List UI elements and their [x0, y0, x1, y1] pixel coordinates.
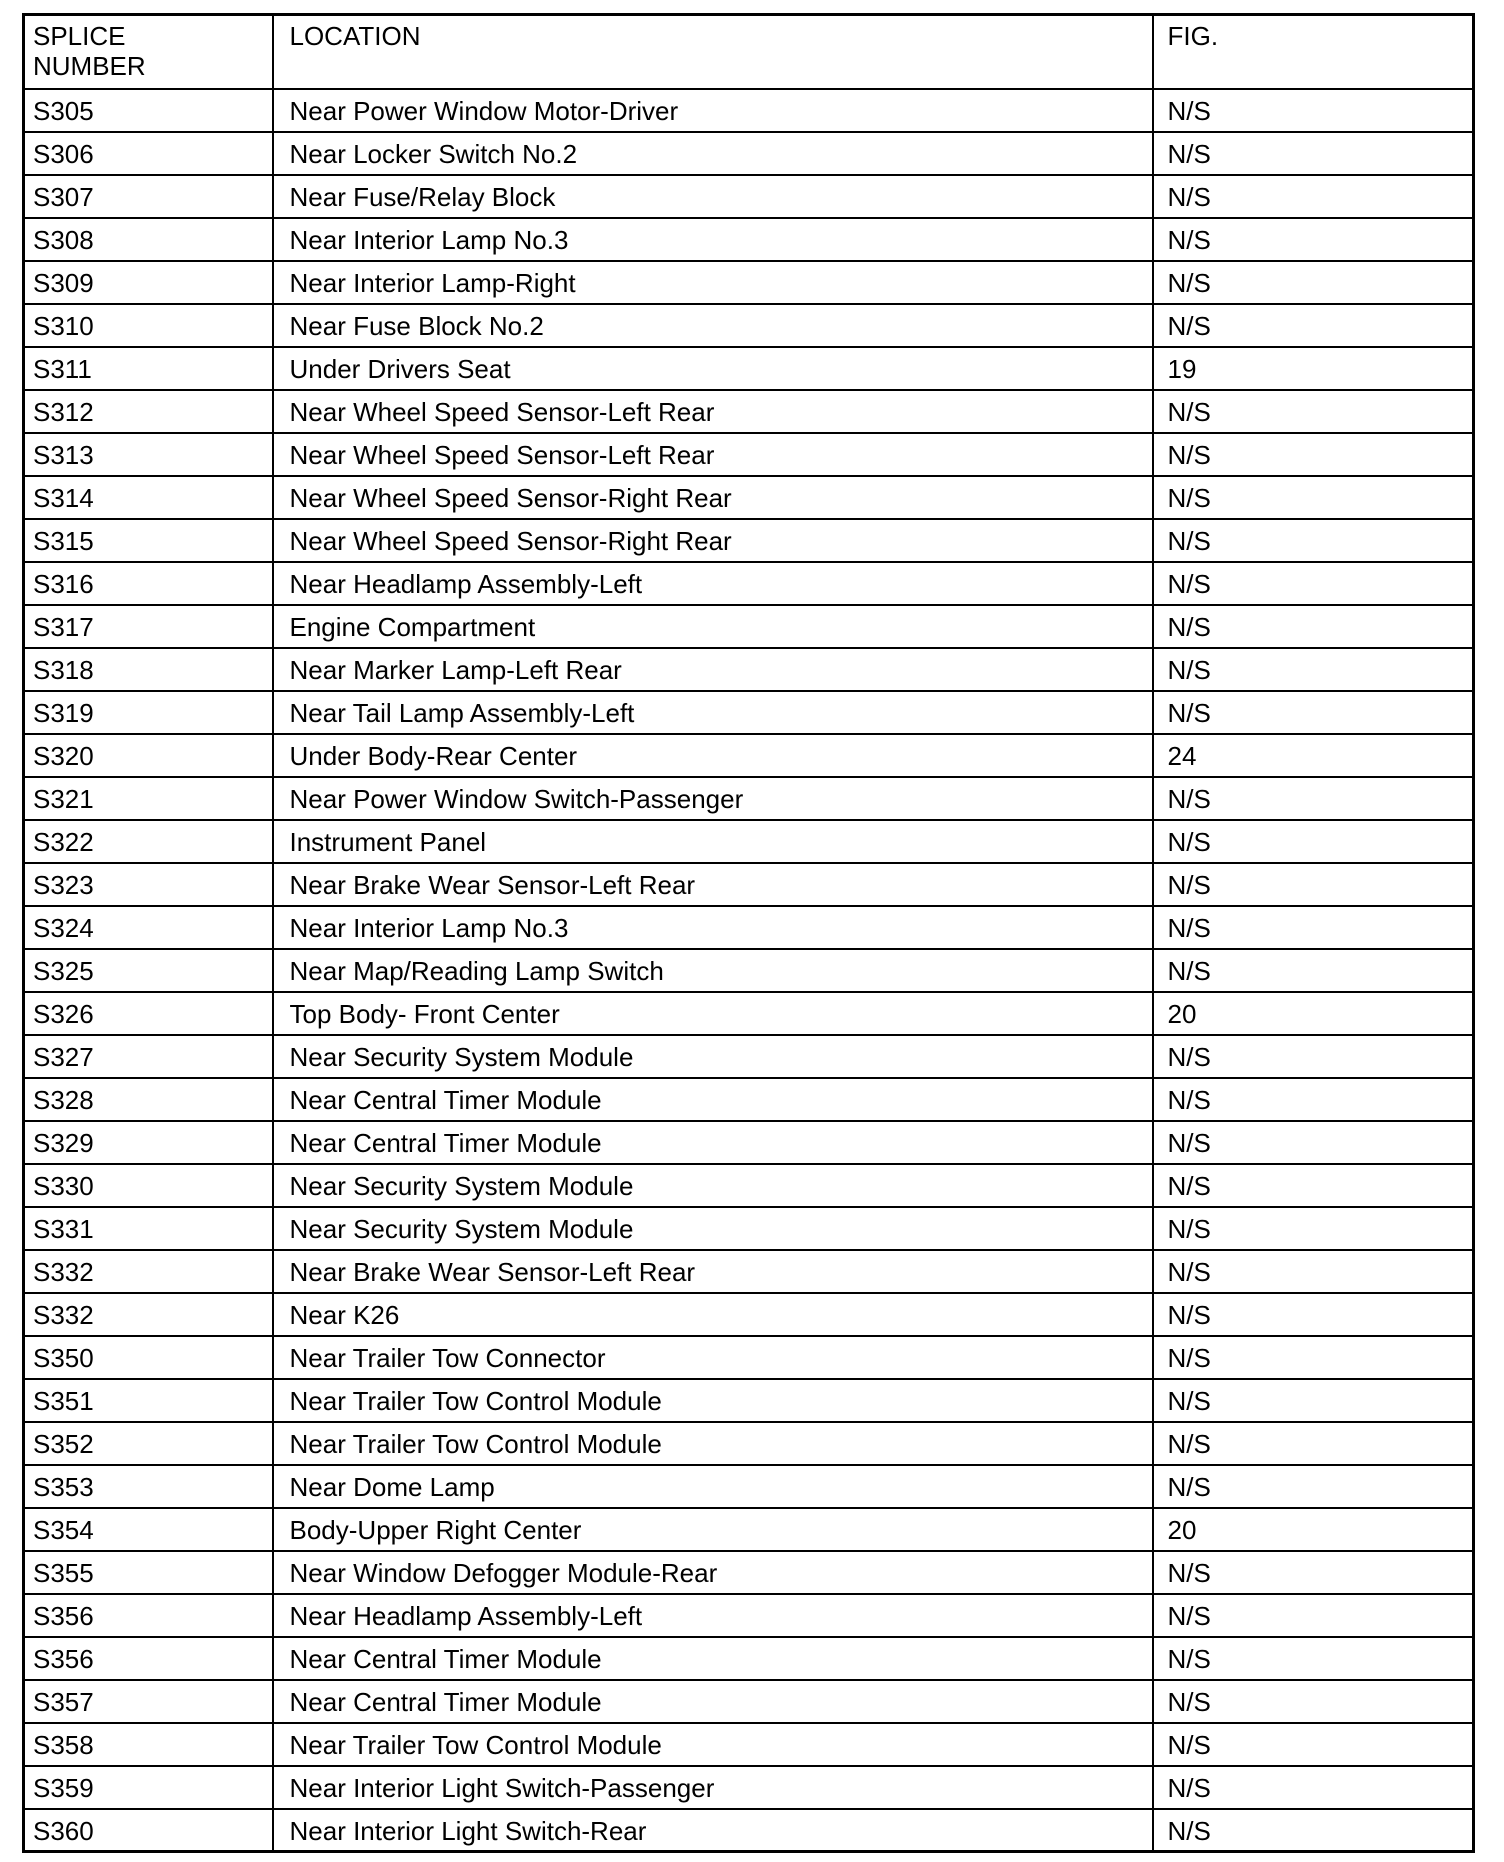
location-cell: Near Map/Reading Lamp Switch	[273, 949, 1153, 992]
location-cell: Engine Compartment	[273, 605, 1153, 648]
fig-cell: N/S	[1153, 562, 1474, 605]
fig-cell: 20	[1153, 992, 1474, 1035]
splice-number-cell: S313	[24, 433, 273, 476]
location-cell: Body-Upper Right Center	[273, 1508, 1153, 1551]
table-row	[24, 1250, 1474, 1293]
fig-cell: N/S	[1153, 1422, 1474, 1465]
location-cell: Near Central Timer Module	[273, 1637, 1153, 1680]
fig-cell: N/S	[1153, 605, 1474, 648]
splice-number-cell: S329	[24, 1121, 273, 1164]
fig-cell: N/S	[1153, 1723, 1474, 1766]
table-row	[24, 605, 1474, 648]
splice-number-cell: S350	[24, 1336, 273, 1379]
location-cell: Near Tail Lamp Assembly-Left	[273, 691, 1153, 734]
table-row	[24, 519, 1474, 562]
splice-number-cell: S305	[24, 89, 273, 132]
table-row	[24, 1035, 1474, 1078]
location-cell: Under Drivers Seat	[273, 347, 1153, 390]
table-row	[24, 175, 1474, 218]
fig-cell: N/S	[1153, 1336, 1474, 1379]
header-splice-line1: SPLICE	[33, 21, 126, 51]
table-row	[24, 390, 1474, 433]
header-fig: FIG.	[1153, 15, 1474, 89]
fig-cell: N/S	[1153, 1121, 1474, 1164]
fig-cell: N/S	[1153, 1379, 1474, 1422]
splice-number-cell: S316	[24, 562, 273, 605]
splice-number-cell: S310	[24, 304, 273, 347]
location-cell: Under Body-Rear Center	[273, 734, 1153, 777]
header-location: LOCATION	[273, 15, 1153, 89]
location-cell: Near Trailer Tow Control Module	[273, 1379, 1153, 1422]
splice-number-cell: S306	[24, 132, 273, 175]
splice-number-cell: S312	[24, 390, 273, 433]
location-cell: Near Interior Lamp No.3	[273, 906, 1153, 949]
fig-cell: N/S	[1153, 777, 1474, 820]
fig-cell: N/S	[1153, 132, 1474, 175]
fig-cell: N/S	[1153, 433, 1474, 476]
table-row	[24, 1637, 1474, 1680]
fig-cell: N/S	[1153, 261, 1474, 304]
location-cell: Near Brake Wear Sensor-Left Rear	[273, 1250, 1153, 1293]
location-cell: Near Central Timer Module	[273, 1121, 1153, 1164]
location-cell: Near Central Timer Module	[273, 1680, 1153, 1723]
fig-cell: N/S	[1153, 906, 1474, 949]
splice-number-cell: S325	[24, 949, 273, 992]
splice-number-cell: S330	[24, 1164, 273, 1207]
splice-number-cell: S351	[24, 1379, 273, 1422]
location-cell: Near Wheel Speed Sensor-Left Rear	[273, 390, 1153, 433]
table-row	[24, 562, 1474, 605]
location-cell: Near Locker Switch No.2	[273, 132, 1153, 175]
table-header	[24, 15, 1474, 89]
splice-number-cell: S355	[24, 1551, 273, 1594]
table-row	[24, 433, 1474, 476]
table-row	[24, 476, 1474, 519]
header-row	[24, 15, 1474, 89]
splice-number-cell: S332	[24, 1293, 273, 1336]
fig-cell: N/S	[1153, 175, 1474, 218]
table-row	[24, 218, 1474, 261]
splice-number-cell: S311	[24, 347, 273, 390]
fig-cell: N/S	[1153, 1293, 1474, 1336]
location-cell: Top Body- Front Center	[273, 992, 1153, 1035]
table-row	[24, 906, 1474, 949]
table-row	[24, 1207, 1474, 1250]
fig-cell: N/S	[1153, 476, 1474, 519]
location-cell: Near Headlamp Assembly-Left	[273, 562, 1153, 605]
location-cell: Near Fuse Block No.2	[273, 304, 1153, 347]
table-row	[24, 261, 1474, 304]
fig-cell: N/S	[1153, 304, 1474, 347]
splice-number-cell: S354	[24, 1508, 273, 1551]
location-cell: Near Interior Light Switch-Passenger	[273, 1766, 1153, 1809]
fig-cell: N/S	[1153, 519, 1474, 562]
splice-number-cell: S308	[24, 218, 273, 261]
table-row	[24, 1379, 1474, 1422]
splice-number-cell: S318	[24, 648, 273, 691]
location-cell: Near Wheel Speed Sensor-Right Rear	[273, 519, 1153, 562]
table-row	[24, 1293, 1474, 1336]
table-row	[24, 691, 1474, 734]
location-cell: Near Power Window Motor-Driver	[273, 89, 1153, 132]
table-row	[24, 1078, 1474, 1121]
table-row	[24, 304, 1474, 347]
table-row	[24, 992, 1474, 1035]
splice-number-cell: S319	[24, 691, 273, 734]
table-row	[24, 820, 1474, 863]
location-cell: Near Trailer Tow Control Module	[273, 1422, 1153, 1465]
splice-number-cell: S359	[24, 1766, 273, 1809]
location-cell: Near Marker Lamp-Left Rear	[273, 648, 1153, 691]
splice-number-cell: S314	[24, 476, 273, 519]
fig-cell: N/S	[1153, 89, 1474, 132]
table-row	[24, 1766, 1474, 1809]
location-cell: Near Headlamp Assembly-Left	[273, 1594, 1153, 1637]
location-cell: Near Power Window Switch-Passenger	[273, 777, 1153, 820]
fig-cell: 19	[1153, 347, 1474, 390]
table-row	[24, 89, 1474, 132]
location-cell: Near Interior Lamp-Right	[273, 261, 1153, 304]
splice-number-cell: S332	[24, 1250, 273, 1293]
splice-number-cell: S356	[24, 1594, 273, 1637]
table-row	[24, 1809, 1474, 1852]
table-row	[24, 734, 1474, 777]
splice-number-cell: S360	[24, 1809, 273, 1852]
location-cell: Near Security System Module	[273, 1164, 1153, 1207]
location-cell: Near Interior Lamp No.3	[273, 218, 1153, 261]
splice-number-cell: S358	[24, 1723, 273, 1766]
fig-cell: N/S	[1153, 1809, 1474, 1852]
splice-number-cell: S353	[24, 1465, 273, 1508]
splice-number-cell: S307	[24, 175, 273, 218]
splice-number-cell: S317	[24, 605, 273, 648]
splice-number-cell: S324	[24, 906, 273, 949]
location-cell: Near Trailer Tow Connector	[273, 1336, 1153, 1379]
fig-cell: N/S	[1153, 949, 1474, 992]
table-row	[24, 1551, 1474, 1594]
splice-number-cell: S322	[24, 820, 273, 863]
splice-number-cell: S315	[24, 519, 273, 562]
location-cell: Near Window Defogger Module-Rear	[273, 1551, 1153, 1594]
fig-cell: N/S	[1153, 1207, 1474, 1250]
fig-cell: N/S	[1153, 390, 1474, 433]
location-cell: Near Trailer Tow Control Module	[273, 1723, 1153, 1766]
header-splice-line2: NUMBER	[33, 51, 146, 81]
fig-cell: N/S	[1153, 1594, 1474, 1637]
table-row	[24, 1336, 1474, 1379]
fig-cell: N/S	[1153, 1164, 1474, 1207]
table-row	[24, 863, 1474, 906]
fig-cell: N/S	[1153, 1465, 1474, 1508]
fig-cell: 24	[1153, 734, 1474, 777]
table-row	[24, 1723, 1474, 1766]
fig-cell: N/S	[1153, 1766, 1474, 1809]
location-cell: Near Fuse/Relay Block	[273, 175, 1153, 218]
splice-number-cell: S320	[24, 734, 273, 777]
table-row	[24, 1465, 1474, 1508]
location-cell: Near Central Timer Module	[273, 1078, 1153, 1121]
table-row	[24, 347, 1474, 390]
table-row	[24, 777, 1474, 820]
table-row	[24, 1508, 1474, 1551]
fig-cell: N/S	[1153, 820, 1474, 863]
splice-number-cell: S326	[24, 992, 273, 1035]
splice-number-cell: S309	[24, 261, 273, 304]
fig-cell: N/S	[1153, 218, 1474, 261]
fig-cell: 20	[1153, 1508, 1474, 1551]
splice-number-cell: S323	[24, 863, 273, 906]
location-cell: Instrument Panel	[273, 820, 1153, 863]
fig-cell: N/S	[1153, 1035, 1474, 1078]
fig-cell: N/S	[1153, 1680, 1474, 1723]
table-row	[24, 1164, 1474, 1207]
table-row	[24, 648, 1474, 691]
table-row	[24, 132, 1474, 175]
fig-cell: N/S	[1153, 1551, 1474, 1594]
splice-number-cell: S357	[24, 1680, 273, 1723]
location-cell: Near Wheel Speed Sensor-Right Rear	[273, 476, 1153, 519]
table-row	[24, 949, 1474, 992]
fig-cell: N/S	[1153, 648, 1474, 691]
splice-number-cell: S331	[24, 1207, 273, 1250]
splice-location-table	[22, 13, 1475, 1853]
splice-number-cell: S327	[24, 1035, 273, 1078]
header-splice-number	[24, 15, 273, 89]
fig-cell: N/S	[1153, 1250, 1474, 1293]
table-row	[24, 1422, 1474, 1465]
table-row	[24, 1594, 1474, 1637]
location-cell: Near Wheel Speed Sensor-Left Rear	[273, 433, 1153, 476]
fig-cell: N/S	[1153, 691, 1474, 734]
fig-cell: N/S	[1153, 1637, 1474, 1680]
splice-number-cell: S356	[24, 1637, 273, 1680]
location-cell: Near Brake Wear Sensor-Left Rear	[273, 863, 1153, 906]
location-cell: Near Security System Module	[273, 1207, 1153, 1250]
splice-number-cell: S352	[24, 1422, 273, 1465]
fig-cell: N/S	[1153, 863, 1474, 906]
location-cell: Near Security System Module	[273, 1035, 1153, 1078]
location-cell: Near K26	[273, 1293, 1153, 1336]
table-body	[24, 89, 1474, 1852]
table-row	[24, 1121, 1474, 1164]
splice-number-cell: S328	[24, 1078, 273, 1121]
location-cell: Near Interior Light Switch-Rear	[273, 1809, 1153, 1852]
location-cell: Near Dome Lamp	[273, 1465, 1153, 1508]
splice-number-cell: S321	[24, 777, 273, 820]
fig-cell: N/S	[1153, 1078, 1474, 1121]
table-row	[24, 1680, 1474, 1723]
